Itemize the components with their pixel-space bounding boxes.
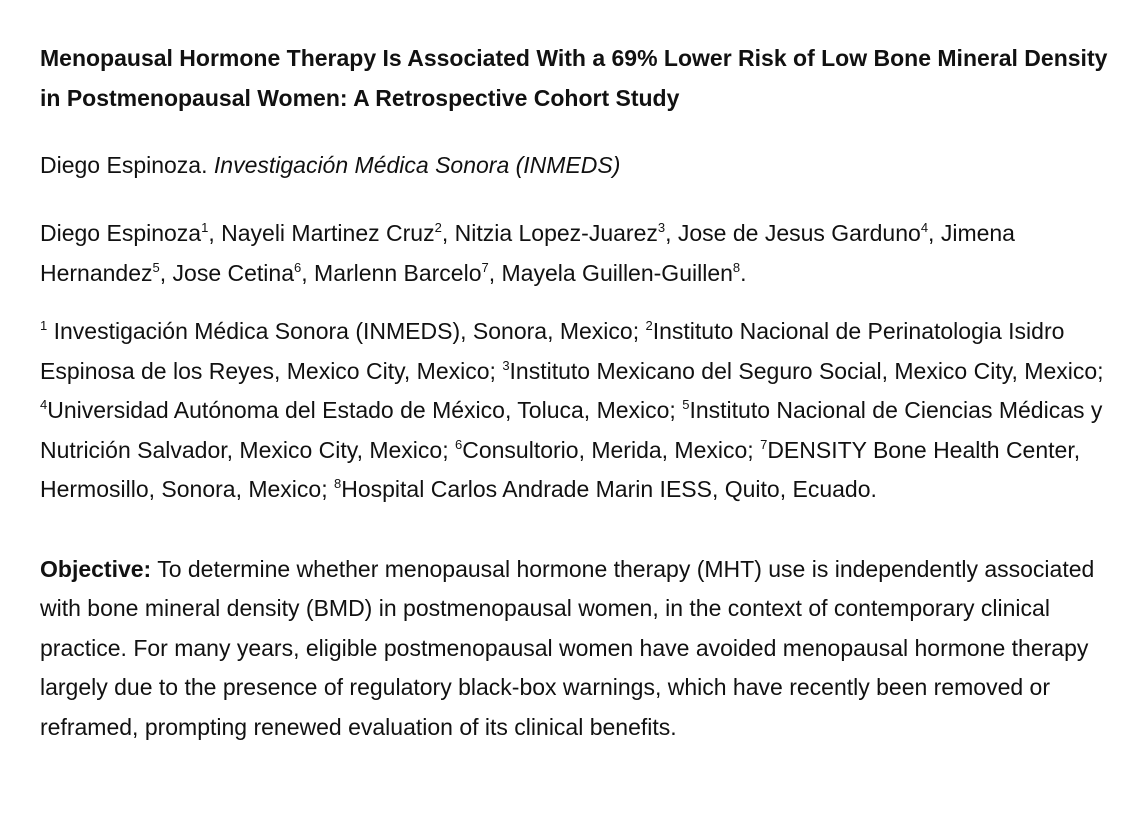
affiliation-text: Hospital Carlos Andrade Marin IESS, Quito, Ecuado. [341, 476, 877, 503]
author [314, 260, 501, 286]
author-superscript: 1 [201, 220, 209, 235]
author [455, 220, 678, 246]
affiliation-text: DENSITY Bone Health Center, Hermosillo, Sonora, Mexico; [40, 436, 1081, 503]
author-separator: , [665, 220, 678, 246]
author-superscript: 5 [152, 260, 160, 275]
author-separator: , [301, 260, 315, 286]
affiliation-text: Universidad Autónoma del Estado de México, Toluca, Mexico; [47, 397, 683, 424]
byline-author: Diego Espinoza. [40, 152, 214, 178]
author [173, 260, 314, 286]
author-separator: , [488, 260, 502, 286]
objective-label: Objective: [40, 555, 152, 582]
affiliation [502, 358, 1103, 384]
affiliation [334, 476, 877, 502]
author-name: Marlenn Barcelo [314, 260, 482, 286]
author-name: Mayela Guillen-Guillen [501, 260, 733, 286]
objective-paragraph [40, 550, 1126, 747]
author [678, 220, 941, 246]
author-name: Jose de Jesus Garduno [677, 220, 921, 246]
author [502, 260, 747, 286]
author-separator: , [441, 220, 455, 246]
author-superscript: 7 [481, 260, 489, 275]
affiliation-superscript: 5 [682, 397, 690, 413]
byline-journal: Investigación Médica Sonora (INMEDS) [213, 152, 621, 178]
affiliation-text: Instituto Nacional de Ciencias Médicas y Nutrición Salvador, Mexico City, Mexico; [40, 397, 1103, 463]
author-separator: . [740, 260, 747, 286]
affiliation-superscript: 8 [334, 476, 342, 492]
affiliation-superscript: 7 [760, 436, 768, 452]
affiliation [455, 437, 760, 463]
author-list [40, 213, 1126, 293]
author-separator: , [208, 220, 222, 246]
affiliation-superscript: 4 [40, 397, 48, 413]
author-superscript: 4 [920, 220, 929, 235]
affiliation-superscript: 6 [455, 436, 463, 452]
author [221, 220, 454, 246]
affiliation-text: Consultorio, Merida, Mexico; [462, 436, 761, 463]
affiliation [40, 318, 645, 344]
author-name: Jose Cetina [172, 260, 295, 286]
objective-text: To determine whether menopausal hormone therapy (MHT) use is independently associated with bone mineral density (BMD) in postmenopausal women, in the context of contemporary clinical practice. For many years, eligible postmenopausal women have avoided menopausal hormone therapy largely due to the presence of regulatory black-box warnings, which have recently been removed or reframed, prompting renewed evaluation of its clinical benefits. [40, 555, 1095, 740]
author [40, 220, 221, 246]
author-superscript: 2 [434, 220, 442, 235]
author-name: Jimena Hernandez [40, 220, 1015, 286]
byline [40, 145, 1126, 185]
affiliation-list [40, 312, 1126, 510]
affiliation-text: Instituto Mexicano del Seguro Social, Mexico City, Mexico; [509, 357, 1104, 384]
affiliation-superscript: 2 [645, 318, 653, 333]
author-superscript: 8 [732, 260, 741, 275]
affiliation-text: Instituto Nacional de Perinatologia Isidro Espinosa de los Reyes, Mexico City, Mexico; [40, 318, 1065, 384]
affiliation [40, 397, 682, 423]
author-superscript: 3 [657, 220, 666, 235]
affiliation-superscript: 1 [40, 318, 48, 333]
author-separator: , [159, 260, 173, 286]
author-name: Nitzia Lopez-Juarez [454, 220, 658, 246]
author-superscript: 6 [294, 260, 302, 275]
affiliation-text: Investigación Médica Sonora (INMEDS), Sonora, Mexico; [47, 318, 646, 344]
author-separator: , [928, 220, 941, 246]
author-name: Nayeli Martinez Cruz [221, 220, 435, 246]
paper-title: Menopausal Hormone Therapy Is Associated With a 69% Lower Risk of Low Bone Mineral Density in Postmenopausal Women: A Retrospective Cohort Study [40, 45, 1108, 111]
author-name: Diego Espinoza [40, 220, 202, 246]
affiliation-superscript: 3 [502, 357, 510, 373]
